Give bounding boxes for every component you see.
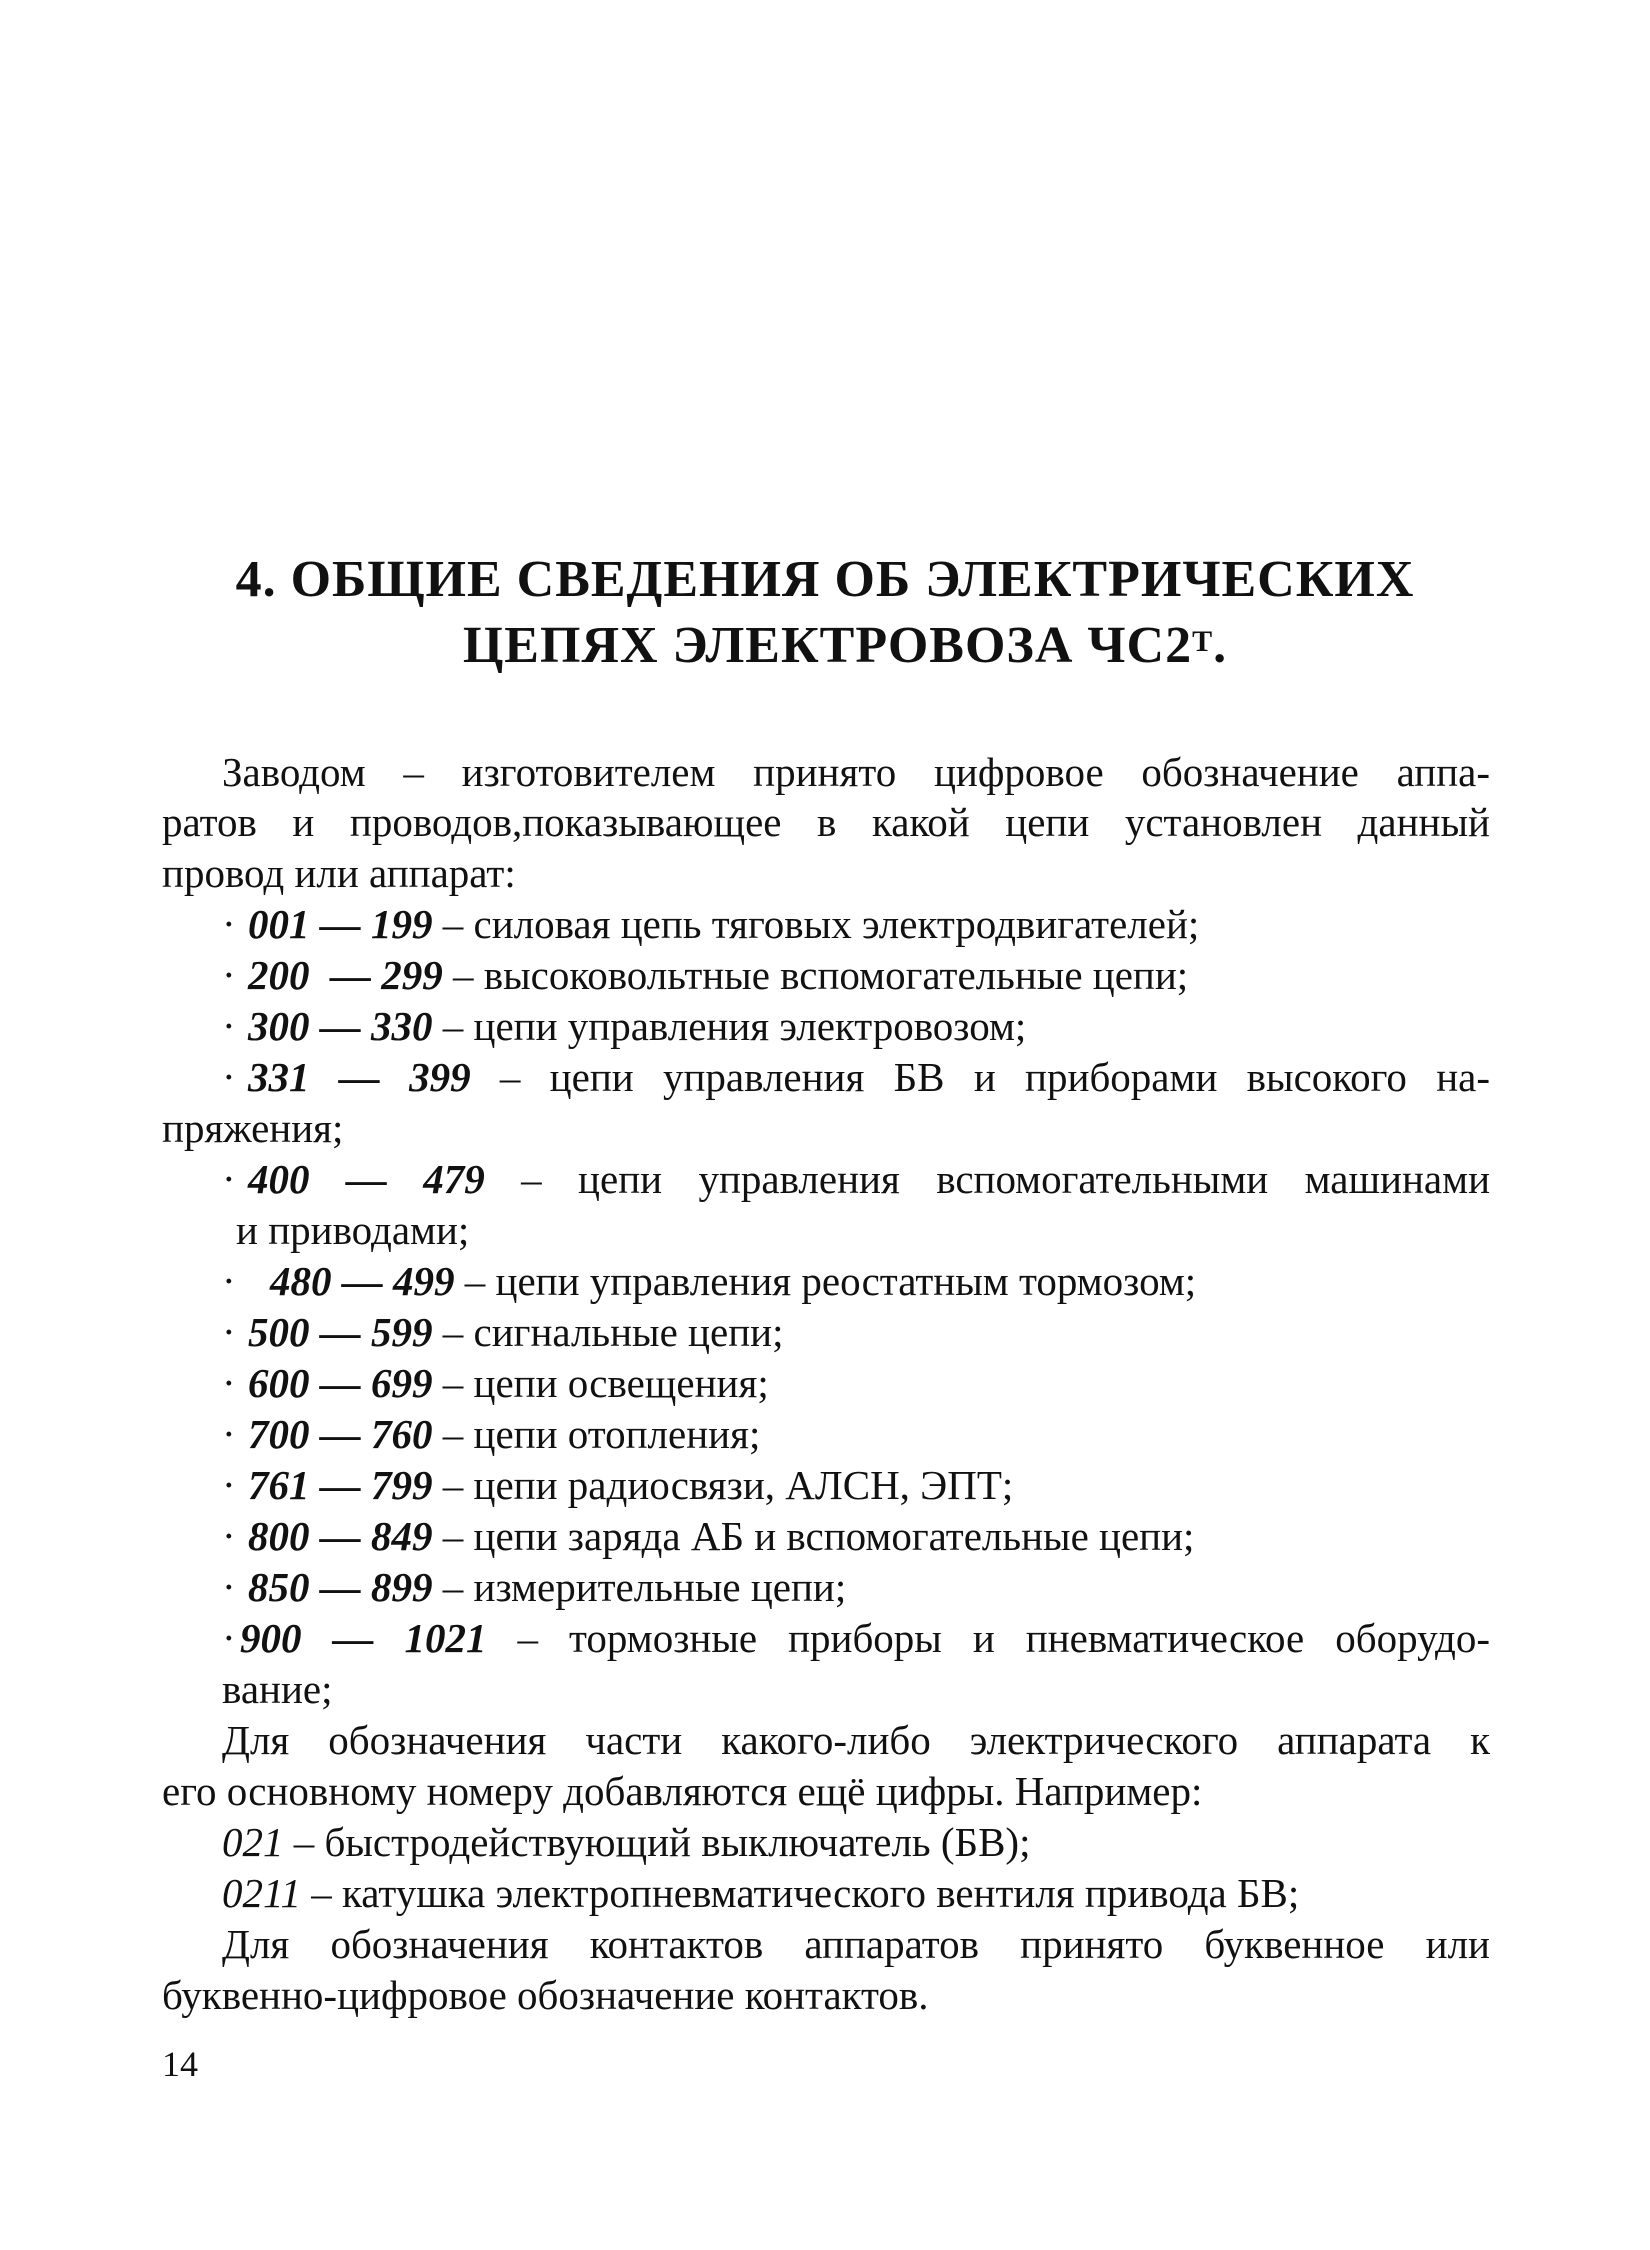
range-item <box>222 1307 783 1357</box>
range-item <box>222 1154 1490 1204</box>
bullet-icon: · <box>222 1309 236 1355</box>
range-item-continuation: и приводами; <box>236 1207 470 1253</box>
range-code: 200 — 299 <box>248 952 443 998</box>
range-item <box>222 1613 1490 1663</box>
example-item <box>222 1868 1299 1918</box>
range-text: – цепи управления БВ и приборами высокого на- <box>470 1054 1490 1100</box>
range-code: 800 — 849 <box>248 1513 433 1559</box>
range-text: – измерительные цепи; <box>432 1564 847 1610</box>
range-code: 700 — 760 <box>248 1411 433 1457</box>
range-item <box>222 1358 769 1408</box>
range-text: – цепи радиосвязи, АЛСН, ЭПТ; <box>432 1462 1014 1508</box>
section-title-line-1: 4. ОБЩИЕ СВЕДЕНИЯ ОБ ЭЛЕКТРИЧЕСКИХ <box>235 551 1415 608</box>
range-item <box>222 1409 760 1459</box>
range-code: 001 — 199 <box>248 901 433 947</box>
range-item-continuation: вание; <box>222 1666 333 1712</box>
range-code: 761 — 799 <box>248 1462 433 1508</box>
para3-line-1: Для обозначения контактов аппаратов принято буквенное или <box>222 1921 1490 1967</box>
range-code: 331 — 399 <box>248 1054 471 1100</box>
section-title-period: . <box>1213 617 1228 674</box>
bullet-icon: · <box>222 1054 236 1100</box>
range-code: 500 — 599 <box>248 1309 433 1355</box>
range-item-continuation: пряжения; <box>162 1105 344 1151</box>
example-text: – быстродействующий выключатель (БВ); <box>283 1819 1031 1865</box>
range-text: – цепи управления вспомогательными машинами <box>484 1156 1491 1202</box>
range-item <box>222 899 1199 949</box>
range-text: – силовая цепь тяговых электродвигателей; <box>432 901 1200 947</box>
para3-line-2: буквенно-цифровое обозначение контактов. <box>162 1972 929 2018</box>
range-item <box>222 950 1188 1000</box>
range-text: – цепи освещения; <box>432 1360 769 1406</box>
range-text: – цепи отопления; <box>432 1411 761 1457</box>
bullet-icon: · <box>222 1258 236 1304</box>
section-title-line-2 <box>20 614 1650 678</box>
range-text: – тормозные приборы и пневматическое оборудо- <box>486 1615 1491 1661</box>
range-item <box>222 1460 1013 1510</box>
intro-line-2: ратов и проводов,показывающее в какой цепи установлен данный <box>162 799 1490 845</box>
range-text: – высоковольтные вспомогательные цепи; <box>442 952 1189 998</box>
example-text: – катушка электропневматического вентиля привода БВ; <box>300 1870 1300 1916</box>
intro-line-3: провод или аппарат: <box>162 850 516 896</box>
example-code: 0211 <box>222 1870 301 1916</box>
para2-line-2: его основному номеру добавляются ещё цифры. Например: <box>162 1768 1203 1814</box>
example-code: 021 <box>222 1819 284 1865</box>
range-text: – цепи заряда АБ и вспомогательные цепи; <box>432 1513 1195 1559</box>
example-item <box>222 1817 1030 1867</box>
bullet-icon: · <box>222 1564 236 1610</box>
bullet-icon: · <box>222 1615 236 1661</box>
range-code: 900 — 1021 <box>240 1615 487 1661</box>
section-title-superscript: Т <box>1192 625 1214 658</box>
range-code: 400 — 479 <box>248 1156 485 1202</box>
bullet-icon: · <box>222 952 236 998</box>
page-number: 14 <box>162 2044 198 2084</box>
range-text: – сигнальные цепи; <box>432 1309 784 1355</box>
bullet-icon: · <box>222 1462 236 1508</box>
range-text: – цепи управления электровозом; <box>432 1003 1027 1049</box>
range-code: 850 — 899 <box>248 1564 433 1610</box>
range-code: 300 — 330 <box>248 1003 433 1049</box>
para2-line-1: Для обозначения части какого-либо электрического аппарата к <box>222 1717 1490 1763</box>
bullet-icon: · <box>222 1156 236 1202</box>
range-item <box>222 1562 846 1612</box>
range-item <box>222 1256 1196 1306</box>
bullet-icon: · <box>222 1360 236 1406</box>
range-text: – цепи управления реостатным тормозом; <box>454 1258 1197 1304</box>
bullet-icon: · <box>222 1003 236 1049</box>
bullet-icon: · <box>222 901 236 947</box>
section-title-text: ЦЕПЯХ ЭЛЕКТРОВОЗА ЧС2 <box>462 617 1193 674</box>
range-item <box>222 1052 1490 1102</box>
bullet-icon: · <box>222 1513 236 1559</box>
range-code: 480 — 499 <box>270 1258 455 1304</box>
range-code: 600 — 699 <box>248 1360 433 1406</box>
range-item <box>222 1001 1026 1051</box>
range-item <box>222 1511 1194 1561</box>
bullet-icon: · <box>222 1411 236 1457</box>
intro-line-1: Заводом – изготовителем принято цифровое обозначение аппа- <box>222 749 1490 795</box>
